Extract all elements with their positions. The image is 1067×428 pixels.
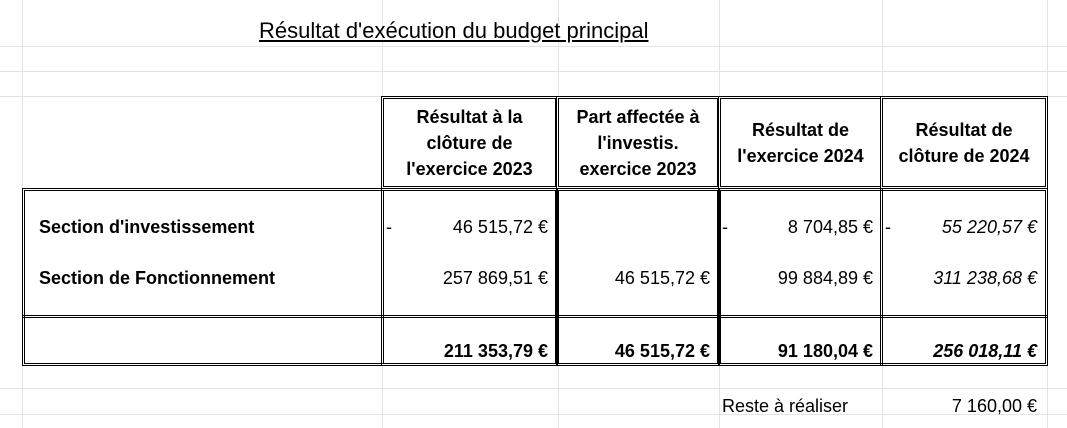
header-col2[interactable] <box>556 96 720 189</box>
total-col4-value[interactable]: 256 018,11 € <box>933 341 1037 361</box>
total-col1-value[interactable]: 211 353,79 € <box>443 341 548 361</box>
row1-col1-value[interactable]: 46 515,72 € <box>452 217 548 237</box>
gridline <box>0 71 1067 72</box>
header-col4[interactable] <box>880 96 1048 189</box>
header-col1[interactable] <box>381 96 558 189</box>
gridline <box>0 388 1067 389</box>
row1-col3-value[interactable]: 8 704,85 € <box>787 217 873 237</box>
gridline <box>0 46 1067 47</box>
header-col4-label: Résultat de clôture de 2024 <box>898 119 1030 166</box>
row2-col3-value[interactable]: 99 884,89 € <box>777 268 873 288</box>
row-label-investissement[interactable]: Section d'investissement <box>39 217 255 237</box>
row2-col4-value[interactable]: 311 238,68 € <box>933 268 1037 288</box>
header-col2-label: Part affectée à l'investis. exercice 2023 <box>576 106 700 179</box>
row1-col4-sign: - <box>885 217 891 237</box>
row-label-fonctionnement[interactable]: Section de Fonctionnement <box>39 268 276 288</box>
total-col3-value[interactable]: 91 180,04 € <box>777 341 873 361</box>
row2-col1-value[interactable]: 257 869,51 € <box>442 268 548 288</box>
total-separator <box>22 315 1048 320</box>
total-col2-value[interactable]: 46 515,72 € <box>614 341 710 361</box>
page-title: Résultat d'exécution du budget principal <box>259 18 649 43</box>
header-col3-label: Résultat de l'exercice 2024 <box>737 119 864 166</box>
header-col1-label: Résultat à la clôture de l'exercice 2023 <box>406 106 533 179</box>
row1-col3-sign: - <box>722 217 728 237</box>
row1-col1-sign: - <box>386 217 392 237</box>
row1-col4-value[interactable]: 55 220,57 € <box>941 217 1037 237</box>
reste-label[interactable]: Reste à réaliser <box>722 396 849 416</box>
reste-value[interactable]: 7 160,00 € <box>951 396 1037 416</box>
header-col3[interactable] <box>718 96 883 189</box>
row2-col2-value[interactable]: 46 515,72 € <box>614 268 710 288</box>
gridline <box>0 414 1067 415</box>
